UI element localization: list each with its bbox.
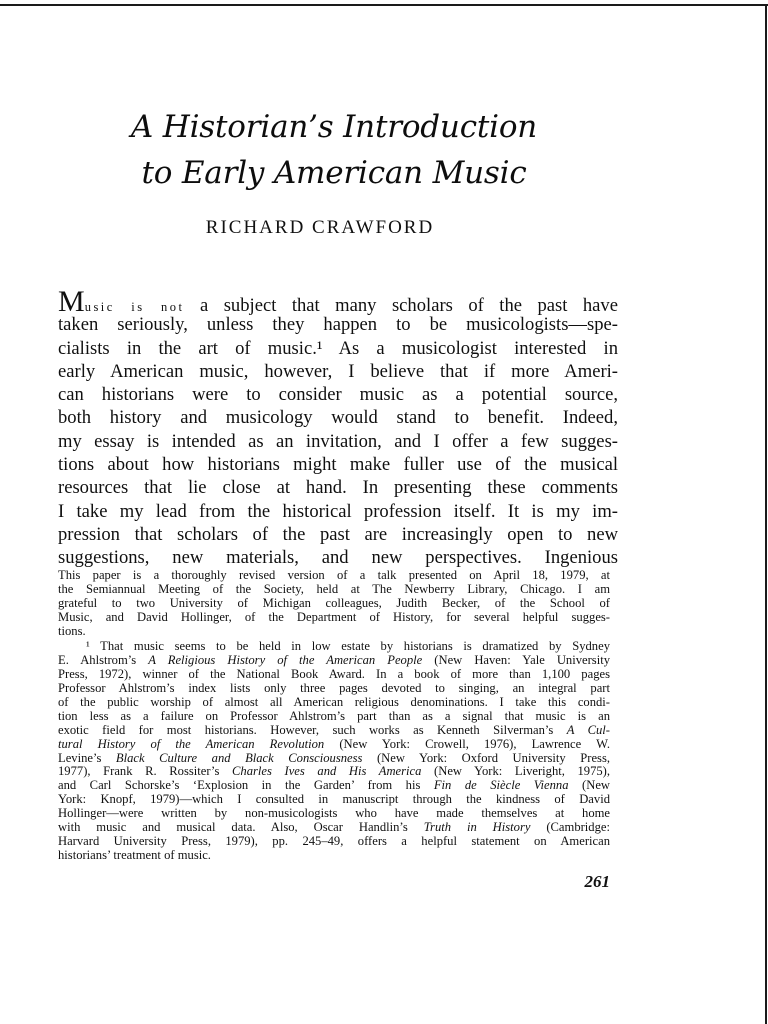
body-line: taken seriously, unless they happen to be musicologists—spe- — [58, 314, 618, 336]
italic-title: Charles Ives and His America — [232, 764, 422, 779]
italic-title: Black Culture and Black Consciousness — [115, 750, 363, 765]
body-line: suggestions, new materials, and new perspectives. Ingenious — [58, 547, 618, 569]
body-line: tions about how historians might make fuller use of the musical — [58, 454, 618, 476]
italic-title: A Religious History of the American People — [148, 652, 423, 667]
note-line: Professor Ahlstrom’s index lists only three pages devoted to singing, an integral part — [58, 680, 610, 695]
note-line: and Carl Schorske’s ‘Explosion in the Garden’ from his Fin de Siècle Vienna (New — [58, 778, 611, 793]
note-line: 1977), Frank R. Rossiter’s Charles Ives and His America (New York: Liveright, 1975), — [58, 764, 611, 779]
note-line: Press, 1972), winner of the National Book Award. In a book of more than 1,100 pages — [58, 666, 610, 681]
body-line: my essay is intended as an invitation, and I offer a few sugges- — [58, 430, 618, 452]
italic-title: Fin de Siècle Vienna — [433, 778, 569, 793]
note-line: Levine’s Black Culture and Black Consciousness (New York: Oxford University Press, — [58, 750, 610, 765]
article-title-line-2: to Early American Music — [141, 155, 527, 191]
note-line: Harvard University Press, 1979), pp. 245–49, offers a helpful statement on American — [58, 834, 610, 849]
body-line: can historians were to consider music as a potential source, — [58, 384, 618, 406]
note-line: the Semiannual Meeting of the Society, held at The Newberry Library, Chicago. I am — [58, 581, 610, 596]
acknowledgment-note — [58, 569, 610, 639]
page-top-rule — [0, 4, 768, 6]
body-line: resources that lie close at hand. In presenting these comments — [58, 477, 618, 499]
note-line: tions. — [58, 623, 86, 638]
italic-title: A Cul- — [566, 722, 610, 737]
article-author: RICHARD CRAWFORD — [205, 217, 435, 238]
body-line: pression that scholars of the past are increasingly open to new — [58, 523, 618, 545]
note-line: tion less as a failure on Professor Ahlstrom’s part than as a signal that music is an — [58, 708, 610, 723]
note-line: historians’ treatment of music. — [58, 848, 211, 863]
page-right-rule — [765, 4, 767, 1024]
italic-title: tural History of the American Revolution — [58, 736, 325, 751]
note-line: E. Ahlstrom’s A Religious History of the American People (New Haven: Yale University — [58, 652, 611, 667]
body-line: I take my lead from the historical profession itself. It is my im- — [58, 500, 618, 522]
opening-smallcaps: usic is not — [84, 300, 185, 314]
italic-title: Truth in History — [423, 820, 531, 835]
note-line: with music and musical data. Also, Oscar Handlin’s Truth in History (Cambridge: — [58, 820, 610, 835]
note-line: exotic field for most historians. However, such works as Kenneth Silverman’s A Cul- — [58, 722, 610, 737]
drop-cap: M — [58, 285, 85, 318]
body-paragraph — [58, 285, 618, 570]
footnote-1 — [58, 640, 610, 863]
body-line: early American music, however, I believe that if more Ameri- — [58, 360, 618, 382]
note-line: This paper is a thoroughly revised version of a talk presented on April 18, 1979, at — [58, 568, 610, 582]
note-line: of the public worship of almost all American religious denominations. I take this condi- — [58, 694, 610, 709]
body-line: both history and musicology would stand to benefit. Indeed, — [58, 407, 618, 429]
note-line: grateful to two University of Michigan colleagues, Judith Becker, of the School of — [58, 595, 610, 610]
article-title-line-1: A Historian’s Introduction — [130, 109, 538, 145]
note-line: ¹ That music seems to be held in low estate by historians is dramatized by Sydney — [86, 639, 610, 653]
page-number: 261 — [584, 872, 610, 891]
note-line: Hollinger—were written by non-musicologists who have made themselves at home — [58, 806, 610, 821]
note-line: tural History of the American Revolution (New York: Crowell, 1976), Lawrence W. — [58, 736, 610, 751]
body-line — [58, 285, 618, 318]
first-line-text: a subject that many scholars of the past have — [184, 295, 618, 316]
note-line: York: Knopf, 1979)—which I consulted in manuscript through the kindness of David — [58, 792, 610, 807]
body-line: cialists in the art of music.¹ As a musicologist interested in — [58, 337, 618, 359]
note-line: Music, and David Hollinger, of the Department of History, for several helpful sugges- — [58, 609, 610, 624]
